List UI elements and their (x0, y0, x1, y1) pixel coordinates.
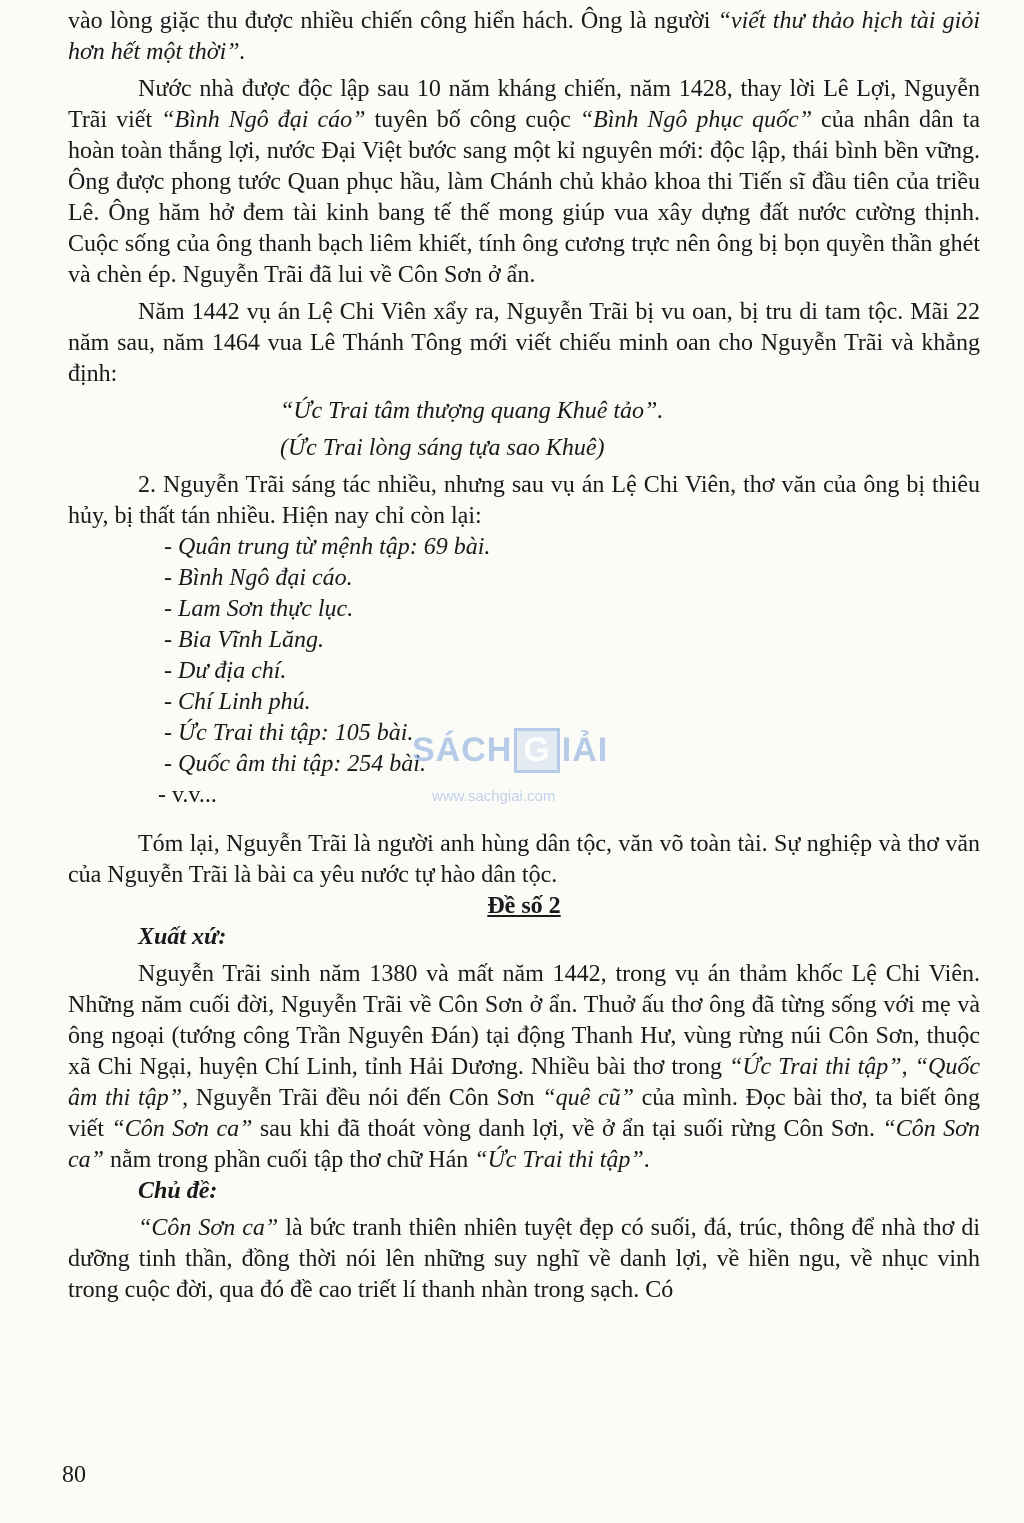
origin-quote-con-son-ca-2: “Côn Sơn ca” (68, 1116, 980, 1173)
list-item: - Bình Ngô đại cáo. (164, 565, 353, 591)
list-item: - Chí Linh phú. (164, 689, 311, 715)
summary-paragraph: Tóm lại, Nguyễn Trãi là người anh hùng dân tộc, văn võ toàn tài. Sự nghiệp và thơ văn của Nguyễn Trãi là bài ca yêu nước tự hào dân tộc. (68, 831, 980, 888)
origin-text-f: nằm trong phần cuối tập thơ chữ Hán (104, 1147, 475, 1173)
intro-line1-quote: “viết thư thảo hịch tài giỏi hơn hết một thời”. (68, 8, 981, 65)
watermark-logo-left: SÁCH (412, 731, 513, 769)
quote-translation: (Ức Trai lòng sáng tựa sao Khuê) (280, 435, 605, 461)
theme-text: là bức tranh thiên nhiên tuyệt đẹp có suối, đá, trúc, thông để nhà thơ di dưỡng tinh thần, đồng thời nói lên những suy nghĩ về danh lợi, về hiền ngu, về nhục vinh trong cuộc đời, qua đó đề cao triết lí thanh nhàn trong sạch. Có (68, 1215, 980, 1303)
page-number: 80 (62, 1462, 86, 1488)
origin-quote-con-son-ca: “Côn Sơn ca” (111, 1116, 253, 1142)
p2-quote-binh-ngo-phuc-quoc: “Bình Ngô phục quốc” (579, 107, 813, 133)
page-body (68, 6, 980, 1306)
intro-paragraph-3: Năm 1442 vụ án Lệ Chi Viên xẩy ra, Nguyễn Trãi bị vu oan, bị tru di tam tộc. Mãi 22 năm sau, năm 1464 vua Lê Thánh Tông mới viết chiếu minh oan cho Nguyễn Trãi và khẳng định: (68, 299, 980, 387)
p2-text-a: Nước nhà được độc lập sau 10 năm kháng chiến, năm 1428, thay lời Lê Lợi, Nguyễn Trãi viết (68, 76, 980, 133)
origin-quote-que-cu: “quê cũ” (542, 1085, 634, 1111)
list-etc: - v.v... (158, 782, 217, 808)
origin-text-a: Nguyễn Trãi sinh năm 1380 và mất năm 1442, trong vụ án thảm khốc Lệ Chi Viên. Những năm cuối đời, Nguyễn Trãi về Côn Sơn ở ẩn. Thuở ấu thơ ông đã từng sống với mẹ và ông ngoại (tướng công Trần Nguyên Đán) tại động Thanh Hư, vùng rừng núi Côn Sơn, thuộc xã Chi Ngại, huyện Chí Linh, tỉnh Hải Dương. Nhiều bài thơ trong (68, 961, 980, 1080)
origin-quote-quoc-am-thi-tap: “Quốc âm thi tập” (68, 1054, 980, 1111)
list-item: - Quốc âm thi tập: 254 bài. (164, 751, 426, 777)
theme-title: Chủ đề: (138, 1178, 218, 1204)
watermark-logo (412, 728, 608, 773)
watermark-logo-right: IẢI (561, 731, 609, 769)
intro-paragraph-4: 2. Nguyễn Trãi sáng tác nhiều, nhưng sau vụ án Lệ Chi Viên, thơ văn của ông bị thiêu hủy, bị thất tán nhiều. Hiện nay chỉ còn lại: (68, 472, 980, 529)
intro-line1-text: vào lòng giặc thu được nhiều chiến công hiển hách. Ông là người (68, 8, 718, 34)
origin-text-c: , Nguyễn Trãi đều nói đến Côn Sơn (182, 1085, 543, 1111)
origin-text-e: sau khi đã thoát vòng danh lợi, về ở ẩn tại suối rừng Côn Sơn. (252, 1116, 883, 1142)
origin-text-g: . (643, 1147, 650, 1173)
origin-text-b: , (901, 1054, 915, 1080)
section-heading-de-so-2: Đề số 2 (487, 893, 561, 919)
theme-paragraph (68, 1213, 980, 1306)
origin-paragraph (68, 959, 980, 1176)
list-item: - Lam Sơn thực lục. (164, 596, 354, 622)
watermark-url: www.sachgiai.com (432, 788, 556, 805)
list-item: - Quân trung từ mệnh tập: 69 bài. (164, 534, 491, 560)
list-item: - Ức Trai thi tập: 105 bài. (164, 720, 414, 746)
p2-quote-binh-ngo-dai-cao: “Bình Ngô đại cáo” (161, 107, 366, 133)
list-item: - Bia Vĩnh Lăng. (164, 627, 324, 653)
origin-title: Xuất xứ: (138, 924, 227, 950)
intro-paragraph-1 (68, 6, 980, 68)
list-item: - Dư địa chí. (164, 658, 287, 684)
p2-text-b: tuyên bố công cuộc (365, 107, 580, 133)
theme-quote-con-son-ca: “Côn Sơn ca” (138, 1215, 279, 1241)
quote-chinese: “Ức Trai tâm thượng quang Khuê tảo”. (280, 398, 664, 424)
intro-paragraph-2 (68, 74, 980, 291)
origin-quote-uc-trai-thi-tap-2: “Ức Trai thi tập” (474, 1147, 644, 1173)
origin-text-d: của mình. Đọc bài thơ, ta biết ông viết (68, 1085, 981, 1142)
origin-quote-uc-trai-thi-tap: “Ức Trai thi tập” (729, 1054, 902, 1080)
p2-text-c: của nhân dân ta hoàn toàn thắng lợi, nước Đại Việt bước sang một kỉ nguyên mới: độc lập, thái bình bền vững. Ông được phong tước Quan phục hầu, làm Chánh chủ khảo khoa thi Tiến sĩ đầu tiên của triều Lê. Ông hăm hở đem tài kinh bang tế thế mong giúp vua xây dựng đất nước cường thịnh. Cuộc sống của ông thanh bạch liêm khiết, tính ông cương trực nên ông bị bọn quyền thần ghét và chèn ép. Nguyễn Trãi đã lui về Côn Sơn ở ẩn. (68, 107, 980, 288)
sachgiai-watermark (412, 712, 622, 812)
watermark-logo-box: G (514, 728, 559, 773)
